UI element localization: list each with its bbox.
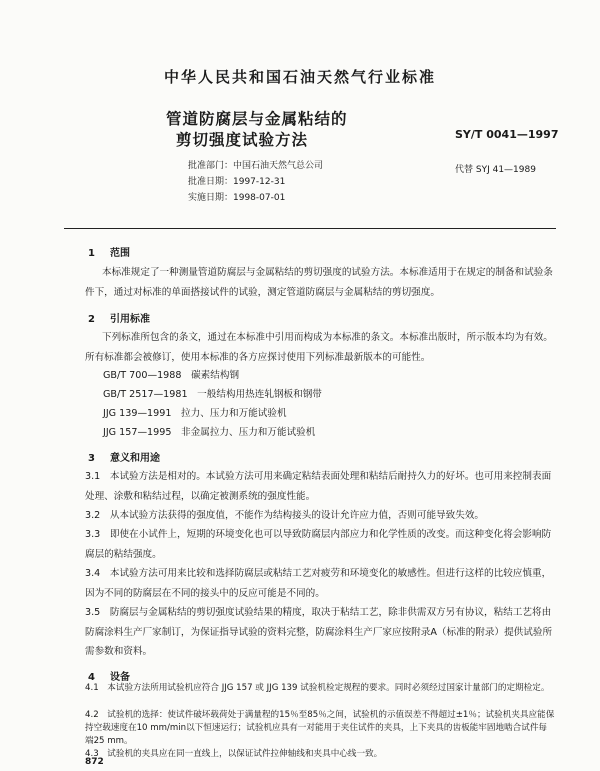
standard-code: SY/T 0041—1997 [455, 128, 559, 141]
section-number: 2 [88, 314, 95, 325]
section-title: 引用标准 [110, 314, 150, 325]
effective-date: 实施日期：1998-07-01 [188, 193, 286, 203]
approval-department: 批准部门：中国石油天然气总公司 [188, 161, 324, 171]
section-title: 范围 [110, 248, 130, 259]
section-number: 1 [88, 248, 95, 259]
page-number: 872 [85, 757, 104, 767]
section-number: 3 [88, 453, 95, 464]
clause-3-2: 3.2 从本试验方法获得的强度值，不能作为结构接头的设计允许应力值，否则可能导致失效。 [85, 510, 485, 521]
clause-3-3: 3.3 即使在小试件上，短期的环境变化也可以导致防腐层内部应力和化学性质的改变。而这种变化将会影响防腐层的粘结强度。 [85, 529, 552, 560]
standard-title-line1: 管道防腐层与金属粘结的 [166, 110, 348, 128]
section-number: 4 [88, 672, 95, 683]
section-heading-references [88, 310, 150, 325]
clause-3-4: 3.4 本试验方法可用来比较和选择防腐层或粘结工艺对疲劳和环境变化的敏感性。但进行这样的比较应慎重，因为不同的防腐层在不同的接头中的反应可能是不同的。 [85, 568, 552, 599]
standard-title-line2: 剪切强度试验方法 [176, 131, 309, 149]
reference-item: GB/T 700—1988 碳素结构钢 [103, 370, 240, 381]
reference-item: GB/T 2517—1981 一般结构用热连轧钢板和钢带 [103, 389, 322, 400]
reference-item: JJG 157—1995 非金属拉力、压力和万能试验机 [103, 427, 316, 438]
approval-date: 批准日期：1997-12-31 [188, 177, 286, 187]
clause-4-3: 4.3 试验机的夹具应在同一直线上，以保证试件拉伸轴线和夹具中心线一致。 [85, 749, 383, 759]
clause-3-5: 3.5 防腐层与金属粘结的剪切强度试验结果的精度，取决于粘结工艺，除非供需双方另有协议，粘结工艺将由防腐涂料生产厂家制订，为保证指导试验的资料完整，防腐涂料生产厂家应按附录A（标准的附录）提供试验所需参数和资料。 [85, 607, 553, 657]
industry-standard-header: 中华人民共和国石油天然气行业标准 [163, 68, 436, 86]
reference-item: JJG 139—1991 拉力、压力和万能试验机 [103, 408, 287, 419]
scope-paragraph: 本标准规定了一种测量管道防腐层与金属粘结的剪切强度的试验方法。本标准适用于在规定的制备和试验条件下，通过对标准的单面搭接试件的试验，测定管道防腐层与金属粘结的剪切强度。 [85, 267, 553, 298]
section-title: 意义和用途 [110, 453, 160, 464]
section-heading-scope [88, 244, 130, 259]
clause-3-1: 3.1 本试验方法是相对的。本试验方法可用来确定粘结表面处理和粘结后耐持久力的好坏。也可用来控制表面处理、涂敷和粘结过程，以确定被测系统的强度性能。 [85, 471, 552, 502]
section-heading-significance [88, 449, 160, 464]
clause-4-2: 4.2 试验机的选择：使试件破坏载荷处于满量程的15％至85％之间，试验机的示值误差不得超过±1％；试验机夹具应能保持空载速度在10 mm/min以下恒速运行；试验机应具有一对能用于夹住试件的夹具，上下夹具的齿板能牢固地啮合试件每端25 mm。 [85, 710, 555, 746]
section-title: 设备 [110, 672, 130, 683]
header-divider [64, 228, 556, 229]
clause-4-1: 4.1 本试验方法所用试验机应符合 JJG 157 或 JJG 139 试验机检定规程的要求。同时必须经过国家计量部门的定期检定。 [85, 683, 550, 693]
references-paragraph: 下列标准所包含的条文，通过在本标准中引用而构成为本标准的条文。本标准出版时，所示版本均为有效。所有标准都会被修订，使用本标准的各方应探讨使用下列标准最新版本的可能性。 [85, 332, 553, 363]
replaces-standard: 代替 SYJ 41—1989 [455, 165, 536, 175]
